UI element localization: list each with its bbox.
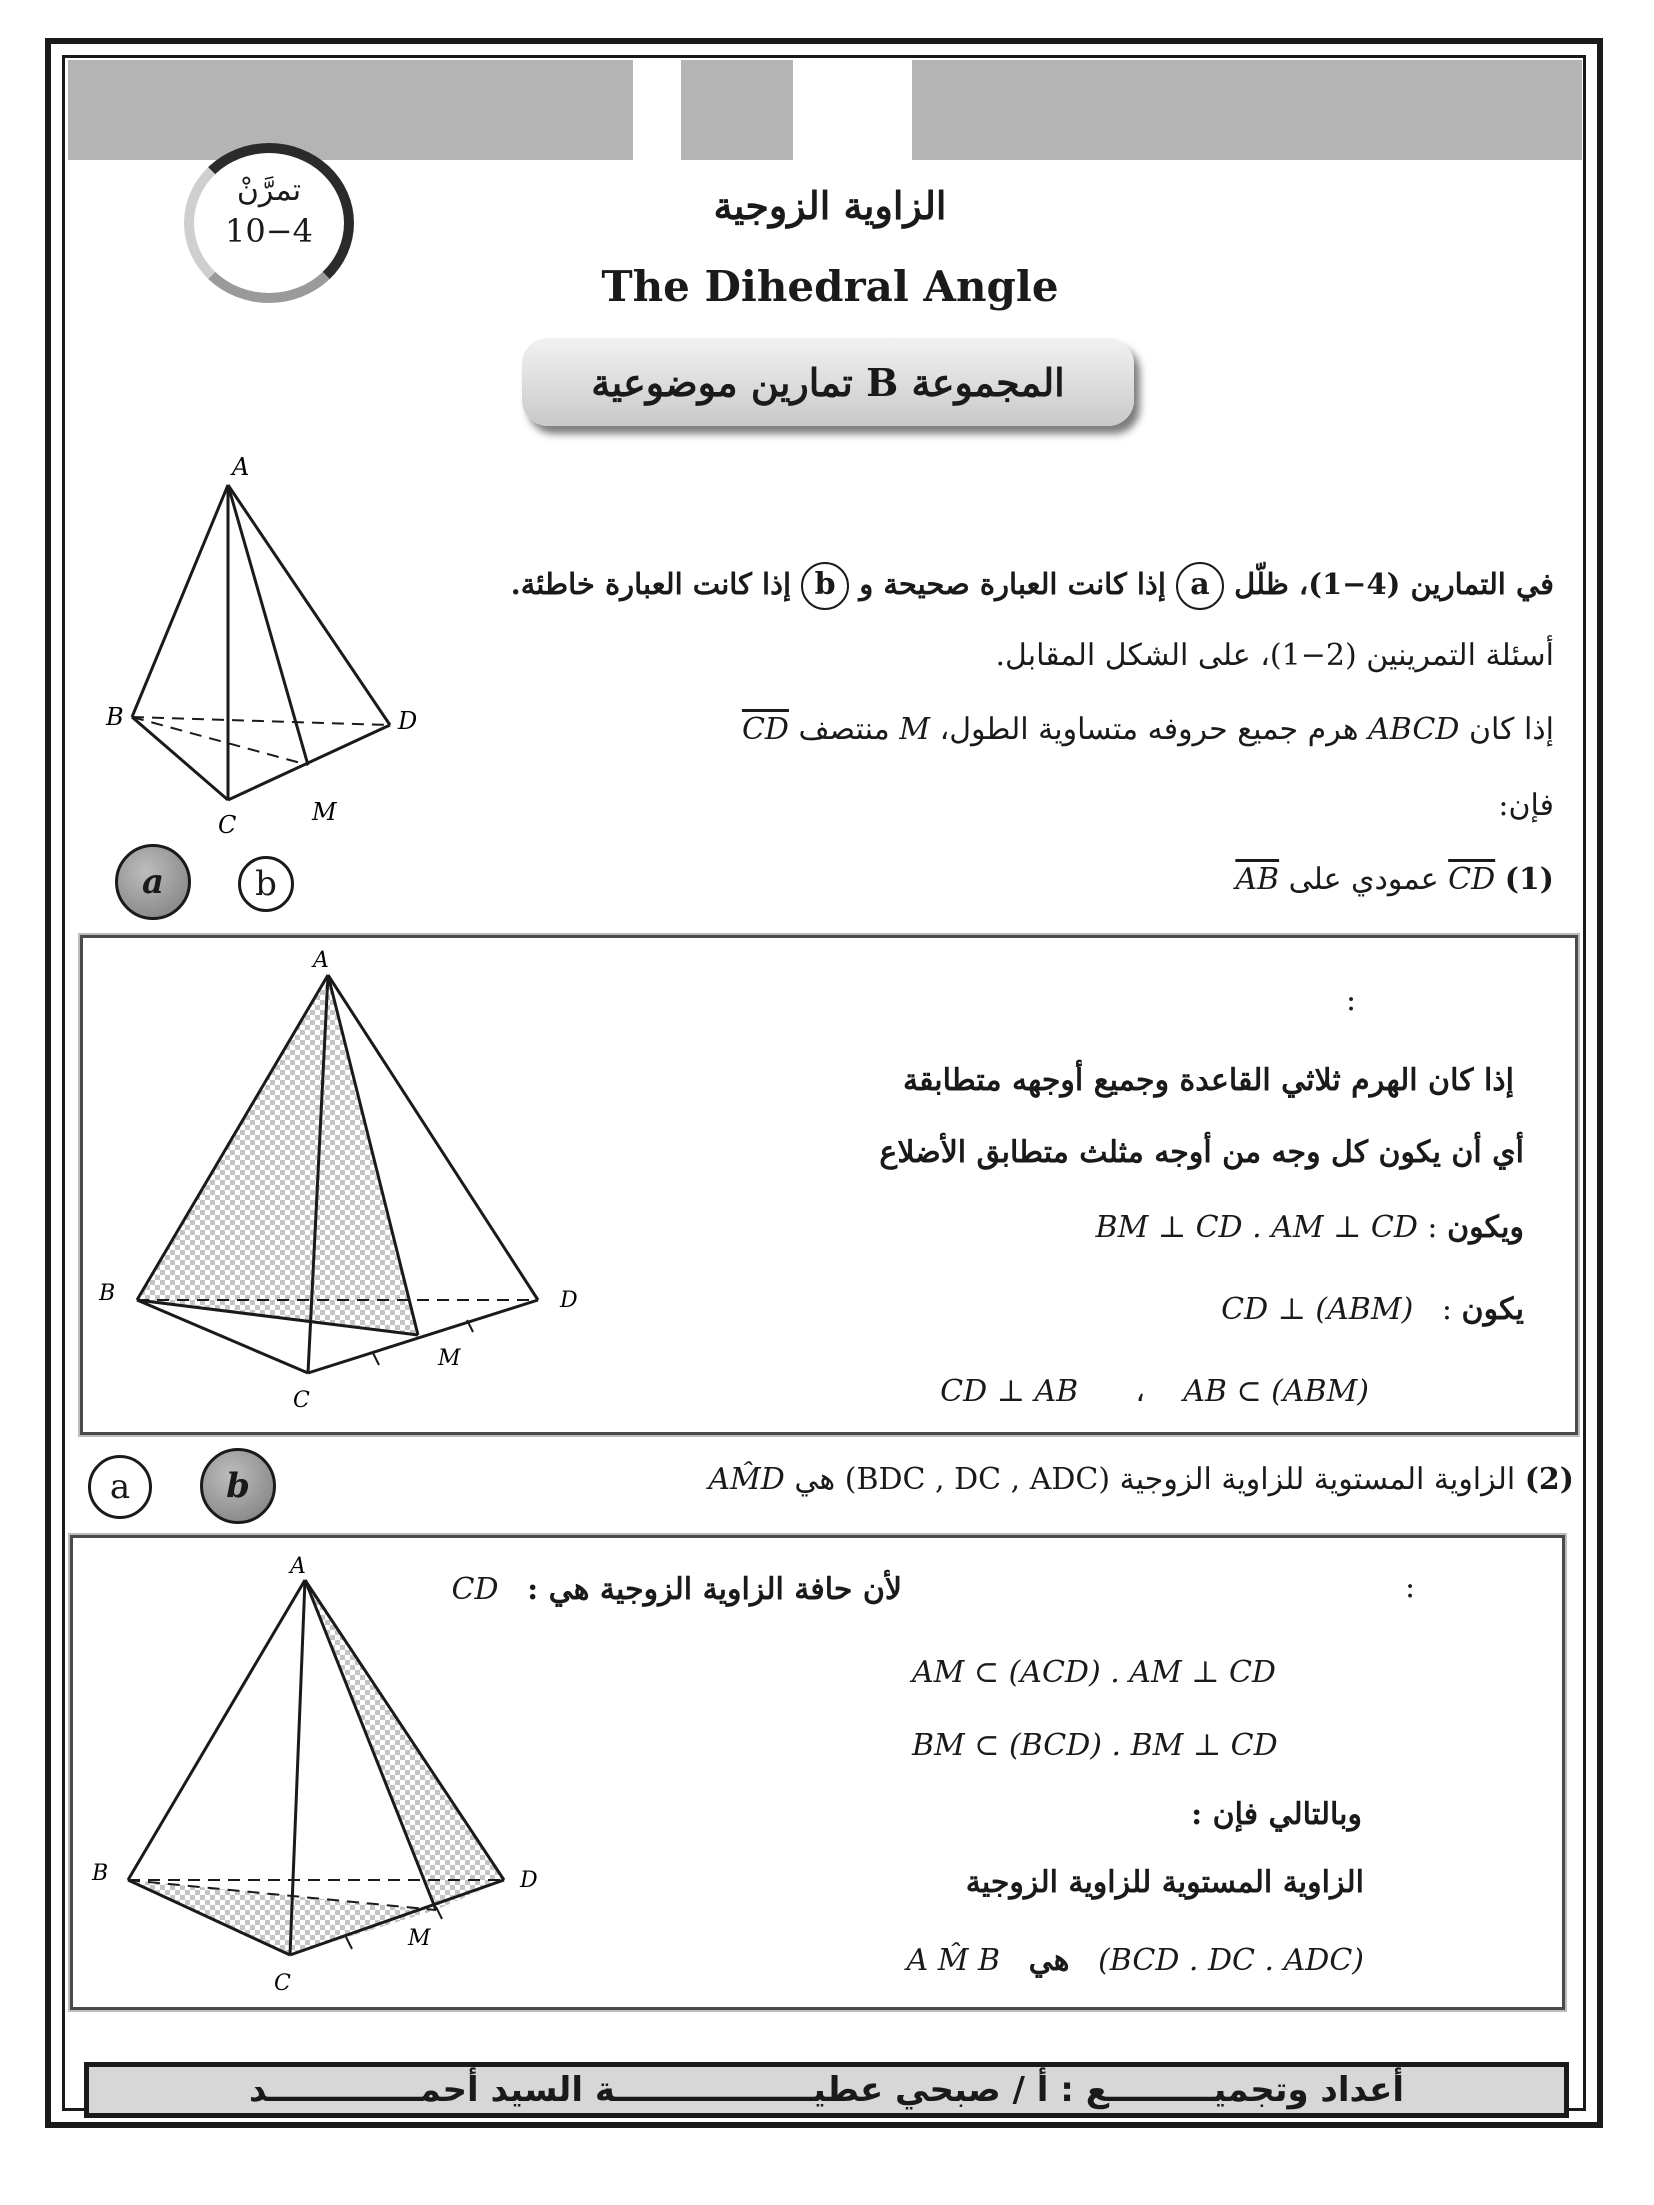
s1-colon: : xyxy=(1346,983,1357,1018)
q1-seg-cd: $\overline{CD}$ xyxy=(1448,862,1496,897)
intro-line-2: أسئلة التمرينين (2−1)، على الشكل المقابل. xyxy=(995,638,1554,673)
s2-label-M: M xyxy=(408,1926,431,1951)
s2-line-3 xyxy=(912,1728,1278,1763)
s1-line-4: يكون : CD ⊥ (ABM) xyxy=(1221,1292,1524,1327)
q2-text: الزاوية المستوية للزاوية الزوجية (BDC , DC , ADC) هي xyxy=(794,1462,1516,1497)
s2-line-6 xyxy=(907,1943,1364,1978)
label-C: C xyxy=(218,811,237,839)
s1-line-2: أي أن يكون كل وجه من أوجه مثلث متطابق الأضلاع xyxy=(879,1135,1524,1170)
s2-line-6-word: هي xyxy=(1028,1943,1070,1978)
s1-line-5-left: CD ⊥ AB xyxy=(940,1374,1079,1409)
instruction-line xyxy=(511,562,1554,610)
header-bar-right xyxy=(912,60,1582,160)
label-D: D xyxy=(398,707,418,735)
s1-line-1: إذا كان الهرم ثلاثي القاعدة وجميع أوجهه متطابقة xyxy=(903,1063,1514,1098)
s2-line-4: وبالتالي فإن : xyxy=(1191,1797,1362,1832)
q1-choice-a[interactable]: a xyxy=(115,844,191,920)
s1-line-4-label: يكون xyxy=(1461,1292,1524,1327)
solution-1-figure xyxy=(95,945,595,1425)
q2-choice-a[interactable]: a xyxy=(88,1455,152,1519)
s1-label-D: D xyxy=(560,1288,578,1313)
s2-colon: : xyxy=(1405,1570,1416,1605)
s2-line-6-left: A M̂ B xyxy=(906,1943,1001,1978)
q1-number: (1) xyxy=(1504,862,1554,897)
instruction-part1: في التمارين (4−1)، ظلّل xyxy=(1234,567,1554,601)
page-title-english: The Dihedral Angle xyxy=(601,262,1059,311)
header-bar-middle xyxy=(681,60,793,160)
s2-line-2-math: AM ⊂ (ACD) . AM ⊥ CD xyxy=(912,1655,1276,1690)
s1-line-3: ويكون : BM ⊥ CD . AM ⊥ CD xyxy=(1095,1210,1524,1245)
s2-line-1-label: لأن حافة الزاوية الزوجية هي : xyxy=(527,1572,902,1607)
line3-cd: $\overline{CD}$ xyxy=(741,712,789,747)
s2-line-5: الزاوية المستوية للزاوية الزوجية xyxy=(965,1865,1364,1900)
line3-m: M xyxy=(899,712,931,747)
label-B: B xyxy=(106,703,124,731)
question-2 xyxy=(708,1462,1574,1497)
solution-2-figure xyxy=(80,1545,580,2005)
s1-line-3-math: BM ⊥ CD . AM ⊥ CD xyxy=(1095,1210,1418,1245)
header-bar-left xyxy=(68,60,633,160)
s2-label-B: B xyxy=(92,1861,109,1886)
s1-line-4-math: CD ⊥ (ABM) xyxy=(1221,1292,1414,1327)
instruction-part3: إذا كانت العبارة خاطئة. xyxy=(510,567,792,601)
pyramid-figure xyxy=(100,455,440,855)
intro-line-3 xyxy=(742,712,1554,747)
q2-angle: AM̂D xyxy=(708,1462,785,1497)
label-M: M xyxy=(312,798,337,826)
s1-line-5-sep: ، xyxy=(1135,1374,1146,1409)
choice-a-symbol: a xyxy=(1176,562,1224,610)
s2-line-1-math: CD xyxy=(451,1572,499,1607)
s2-line-6-right: (BCD . DC . ADC) xyxy=(1098,1943,1364,1978)
badge-word: تمرَّنْ xyxy=(236,173,302,208)
choice-b-symbol: b xyxy=(801,562,849,610)
q2-choice-b[interactable]: b xyxy=(200,1448,276,1524)
line3-suffix: منتصف xyxy=(798,712,890,747)
intro-line-4: فإن: xyxy=(1498,788,1554,823)
page-title-arabic: الزاوية الزوجية xyxy=(713,183,947,228)
line3-prefix: إذا كان xyxy=(1468,712,1554,747)
s2-label-C: C xyxy=(274,1971,291,1996)
s1-line-3-label: ويكون xyxy=(1447,1210,1524,1245)
label-A: A xyxy=(232,455,250,481)
s2-line-1 xyxy=(452,1572,902,1607)
s1-label-C: C xyxy=(293,1388,310,1413)
q2-number: (2) xyxy=(1524,1462,1574,1497)
s1-line-5 xyxy=(940,1374,1369,1409)
q1-choice-b[interactable]: b xyxy=(238,856,294,912)
group-title: المجموعة B تمارين موضوعية xyxy=(522,338,1134,426)
instruction-part2: إذا كانت العبارة صحيحة و xyxy=(859,567,1166,601)
s2-label-D: D xyxy=(520,1868,538,1893)
s1-label-M: M xyxy=(438,1346,461,1371)
footer-credit: أعداد وتجميـــــــــع : أ / صبحي عطيـــــــــــــــــة السيد أحمـــــــــــــد xyxy=(84,2062,1569,2118)
s1-label-A: A xyxy=(313,948,329,973)
q1-text: عمودي على xyxy=(1288,862,1439,897)
s2-line-3-math: BM ⊂ (BCD) . BM ⊥ CD xyxy=(912,1728,1278,1763)
q1-seg-ab: $\overline{AB}$ xyxy=(1235,862,1280,897)
question-1 xyxy=(1235,862,1554,897)
exercise-badge xyxy=(184,143,354,303)
line3-abcd: ABCD xyxy=(1368,712,1460,747)
s2-line-2 xyxy=(912,1655,1276,1690)
s1-label-B: B xyxy=(99,1281,116,1306)
s2-label-A: A xyxy=(290,1554,306,1579)
s1-line-5-right: AB ⊂ (ABM) xyxy=(1183,1374,1369,1409)
line3-middle: هرم جميع حروفه متساوية الطول، xyxy=(939,712,1359,747)
badge-number: 10−4 xyxy=(225,212,313,250)
